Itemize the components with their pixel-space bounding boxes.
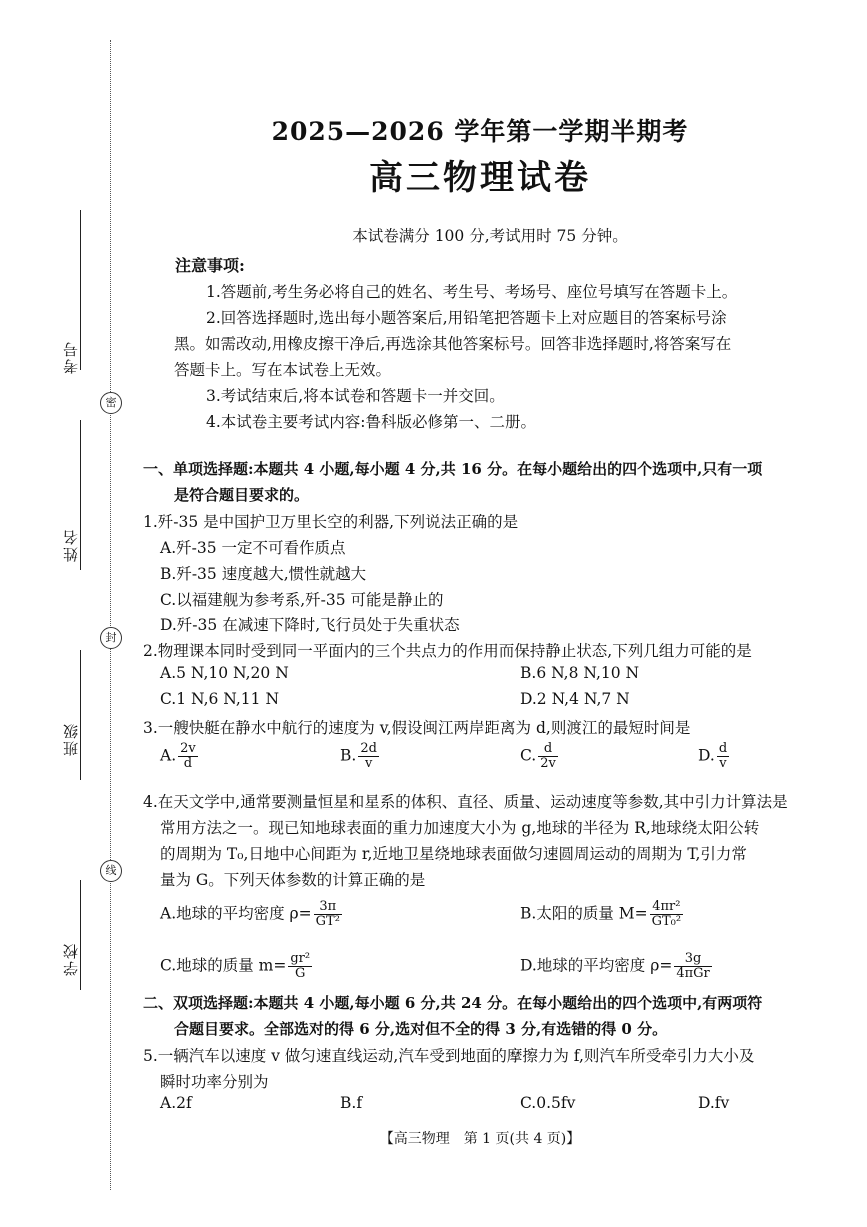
notice-item-4: 4.本试卷主要考试内容:鲁科版必修第一、二册。 [206,413,537,431]
notice-item-3: 3.考试结束后,将本试卷和答题卡一并交回。 [206,387,505,405]
q3-b-den: v [364,756,373,771]
section2-title: 二、双项选择题:本题共 4 小题,每小题 6 分,共 24 分。在每小题给出的四个选项中,有两项符 [143,994,763,1012]
notice-item-1: 1.答题前,考生务必将自己的姓名、考生号、考场号、座位号填写在答题卡上。 [206,283,738,301]
q3-a-label: A. [160,746,177,765]
seal-mi: 密 [100,392,122,414]
seal-xian: 线 [100,860,122,882]
q3-b-label: B. [340,746,357,765]
q2-option-d: D.2 N,4 N,7 N [520,690,630,708]
section1-title: 一、单项选择题:本题共 4 小题,每小题 4 分,共 16 分。在每小题给出的四个选项中,只有一项 [143,460,763,478]
q4-b-fraction [650,900,683,929]
exam-info: 本试卷满分 100 分,考试用时 75 分钟。 [352,227,628,245]
q4-c-text: C.地球的质量 m= [160,956,287,975]
q1-option-b: B.歼-35 速度越大,惯性就越大 [160,565,367,583]
q3-a-fraction [178,742,198,771]
q2-option-b: B.6 N,8 N,10 N [520,664,640,682]
q3-c-label: C. [520,746,537,765]
page-footer: 【高三物理 第 1 页(共 4 页)】 [379,1131,581,1147]
q4-d-text: D.地球的平均密度 ρ= [520,956,673,975]
q4-line2: 常用方法之一。现已知地球表面的重力加速度大小为 g,地球的半径为 R,地球绕太阳公转 [160,819,760,837]
q4-b-num: 4πr² [650,900,683,915]
q4-c-den: G [295,966,306,981]
q3-b-num: 2d [360,741,377,756]
q4-option-c [160,952,314,981]
q3-c-num: d [538,742,558,757]
q3-b-fraction [358,742,379,771]
q4-b-den: GT₀² [651,914,682,929]
q1-option-d: D.歼-35 在减速下降时,飞行员处于失重状态 [160,616,460,634]
q4-a-den: GT² [315,914,340,929]
exam-title-line1: 2025—2026 学年第一学期半期考 [271,117,689,146]
q4-d-fraction [674,952,711,981]
q1-option-c: C.以福建舰为参考系,歼-35 可能是静止的 [160,591,444,609]
exam-number-label: 考号 [62,340,80,374]
notice-item-2: 2.回答选择题时,选出每小题答案后,用铅笔把答题卡上对应题目的答案标号涂 [206,309,727,327]
section2-title-cont: 合题目要求。全部选对的得 6 分,选对但不全的得 3 分,有选错的得 0 分。 [174,1020,668,1038]
seal-feng: 封 [100,627,122,649]
q4-option-a [160,900,344,929]
q4-a-text: A.地球的平均密度 ρ= [160,904,312,923]
q3-c-fraction [538,742,558,771]
q4-b-text: B.太阳的质量 M= [520,904,648,923]
q4-option-d [520,952,714,981]
school-label: 学校 [62,942,80,976]
class-label: 班级 [62,722,80,756]
q1-option-a: A.歼-35 一定不可看作质点 [160,539,346,557]
notice-title: 注意事项: [175,256,245,275]
q4-c-num: gr² [290,951,311,966]
q3-d-num: d [718,741,728,756]
q4-option-b [520,900,685,929]
q3-a-den: d [183,756,193,771]
q4-d-num: 3g [674,952,711,967]
q3-option-c [520,742,560,771]
notice-item-2b: 黑。如需改动,用橡皮擦干净后,再选涂其他答案标号。回答非选择题时,将答案写在 [174,335,732,353]
q4-line4: 量为 G。下列天体参数的计算正确的是 [160,871,426,889]
q5-option-b: B.f [340,1094,363,1112]
q4-a-fraction [314,900,342,929]
q3-d-fraction [717,742,729,771]
section1-title-cont: 是符合题目要求的。 [174,486,310,504]
q3-option-b [340,742,381,771]
q3-stem: 3.一艘快艇在静水中航行的速度为 v,假设闽江两岸距离为 d,则渡江的最短时间是 [143,719,691,737]
q3-option-a [160,742,200,771]
notice-item-2c: 答题卡上。写在本试卷上无效。 [174,361,392,379]
q4-line3: 的周期为 T₀,日地中心间距为 r,近地卫星绕地球表面做匀速圆周运动的周期为 T,引力常 [160,845,747,863]
name-label: 姓名 [62,528,80,562]
q5-option-d: D.fv [698,1094,730,1112]
q4-a-num: 3π [314,900,342,915]
class-line [80,650,81,780]
q3-option-d [698,742,731,771]
q3-d-label: D. [698,746,715,765]
q4-c-fraction [288,952,312,981]
q2-option-c: C.1 N,6 N,11 N [160,690,280,708]
q5-option-a: A.2f [160,1094,192,1112]
q1-stem: 1.歼-35 是中国护卫万里长空的利器,下列说法正确的是 [143,513,519,531]
q4-line1: 4.在天文学中,通常要测量恒星和星系的体积、直径、质量、运动速度等参数,其中引力计算法是 [143,793,788,811]
q5-line1: 5.一辆汽车以速度 v 做匀速直线运动,汽车受到地面的摩擦力为 f,则汽车所受牵引力大小及 [143,1047,755,1065]
q3-c-den: 2v [540,756,556,771]
q2-option-a: A.5 N,10 N,20 N [160,664,289,682]
q3-a-num: 2v [180,741,196,756]
q4-d-den: 4πGr [676,966,710,981]
q5-line2: 瞬时功率分别为 [160,1073,269,1091]
q2-stem: 2.物理课本同时受到同一平面内的三个共点力的作用而保持静止状态,下列几组力可能的是 [143,642,752,660]
q3-d-den: v [719,756,727,771]
q5-option-c: C.0.5fv [520,1094,576,1112]
binding-dotted-line [110,40,111,1190]
exam-title-line2: 高三物理试卷 [369,158,591,198]
